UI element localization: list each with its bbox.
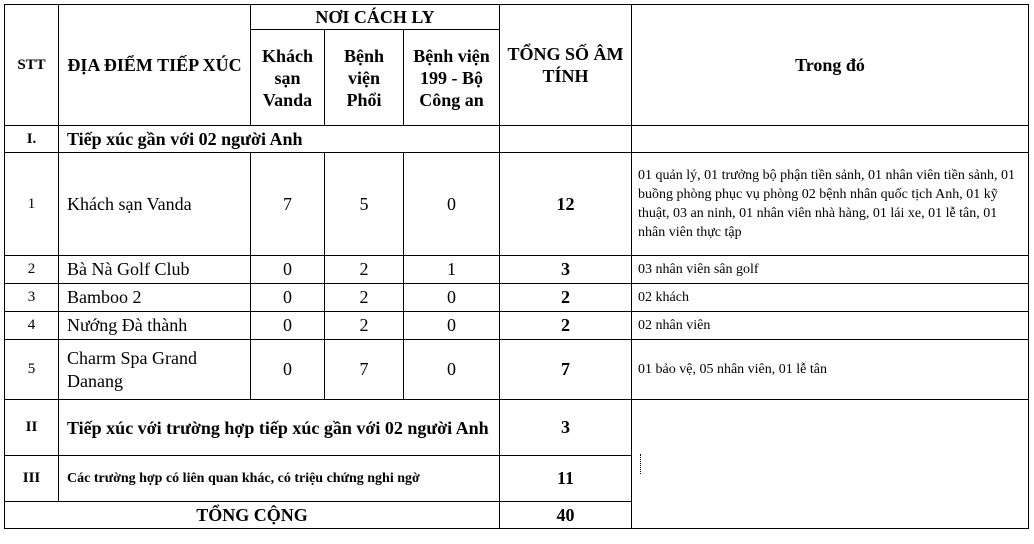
row-note: 02 khách — [632, 284, 1029, 312]
row-h199: 1 — [404, 256, 500, 284]
row-hotel: 0 — [251, 284, 325, 312]
lung-hospital-header: Bệnh viện Phổi — [325, 30, 404, 126]
text-cursor — [640, 454, 642, 474]
row-total: 7 — [500, 340, 632, 400]
table-row — [5, 312, 1029, 340]
section-total: 3 — [500, 400, 632, 456]
row-place: Khách sạn Vanda — [59, 153, 251, 256]
row-hotel: 0 — [251, 256, 325, 284]
section-roman: II — [5, 400, 59, 456]
isolation-table — [4, 4, 1029, 529]
row-place: Bamboo 2 — [59, 284, 251, 312]
row-stt: 1 — [5, 153, 59, 256]
row-hotel: 0 — [251, 312, 325, 340]
empty-cell — [632, 126, 1029, 153]
row-note: 01 quản lý, 01 trưởng bộ phận tiền sảnh, 01 nhân viên tiền sảnh, 01 buồng phòng phục vụ phòng 02 bệnh nhân quốc tịch Anh, 01 kỹ thuật, 03 an ninh, 01 nhân viên nhà hàng, 01 lái xe, 01 lễ tân, 01 nhân viên thực tập — [632, 153, 1029, 256]
row-place: Charm Spa Grand Danang — [59, 340, 251, 400]
row-h199: 0 — [404, 340, 500, 400]
row-hotel: 0 — [251, 340, 325, 400]
row-stt: 5 — [5, 340, 59, 400]
hotel-vanda-header: Khách sạn Vanda — [251, 30, 325, 126]
row-total: 3 — [500, 256, 632, 284]
row-note: 03 nhân viên sân golf — [632, 256, 1029, 284]
row-lung: 5 — [325, 153, 404, 256]
row-total: 12 — [500, 153, 632, 256]
table-row — [5, 284, 1029, 312]
row-total: 2 — [500, 312, 632, 340]
section-title: Tiếp xúc với trường hợp tiếp xúc gần với 02 người Anh — [59, 400, 500, 456]
total-negative-header: TỔNG SỐ ÂM TÍNH — [500, 5, 632, 126]
row-stt: 3 — [5, 284, 59, 312]
grand-total-value: 40 — [500, 502, 632, 529]
details-header: Trong đó — [632, 5, 1029, 126]
row-lung: 7 — [325, 340, 404, 400]
row-stt: 4 — [5, 312, 59, 340]
row-h199: 0 — [404, 312, 500, 340]
table-row — [5, 153, 1029, 256]
section-total: 11 — [500, 456, 632, 502]
empty-cell — [500, 126, 632, 153]
row-lung: 2 — [325, 312, 404, 340]
section-roman: I. — [5, 126, 59, 153]
section-2-row — [5, 400, 1029, 456]
section-1-row — [5, 126, 1029, 153]
table-row — [5, 256, 1029, 284]
row-h199: 0 — [404, 153, 500, 256]
row-lung: 2 — [325, 256, 404, 284]
grand-total-label: TỔNG CỘNG — [5, 502, 500, 529]
section-title: Tiếp xúc gần với 02 người Anh — [59, 126, 500, 153]
row-hotel: 7 — [251, 153, 325, 256]
row-note: 02 nhân viên — [632, 312, 1029, 340]
row-place: Nướng Đà thành — [59, 312, 251, 340]
row-total: 2 — [500, 284, 632, 312]
row-h199: 0 — [404, 284, 500, 312]
stt-header: STT — [5, 5, 59, 126]
row-stt: 2 — [5, 256, 59, 284]
isolation-header: NƠI CÁCH LY — [251, 5, 500, 30]
section-roman: III — [5, 456, 59, 502]
row-place: Bà Nà Golf Club — [59, 256, 251, 284]
hospital-199-header: Bệnh viện 199 - Bộ Công an — [404, 30, 500, 126]
row-lung: 2 — [325, 284, 404, 312]
merged-notes-cell — [632, 400, 1029, 529]
table-row — [5, 340, 1029, 400]
place-header: ĐỊA ĐIỂM TIẾP XÚC — [59, 5, 251, 126]
row-note: 01 bảo vệ, 05 nhân viên, 01 lễ tân — [632, 340, 1029, 400]
section-title: Các trường hợp có liên quan khác, có triệu chứng nghi ngờ — [59, 456, 500, 502]
